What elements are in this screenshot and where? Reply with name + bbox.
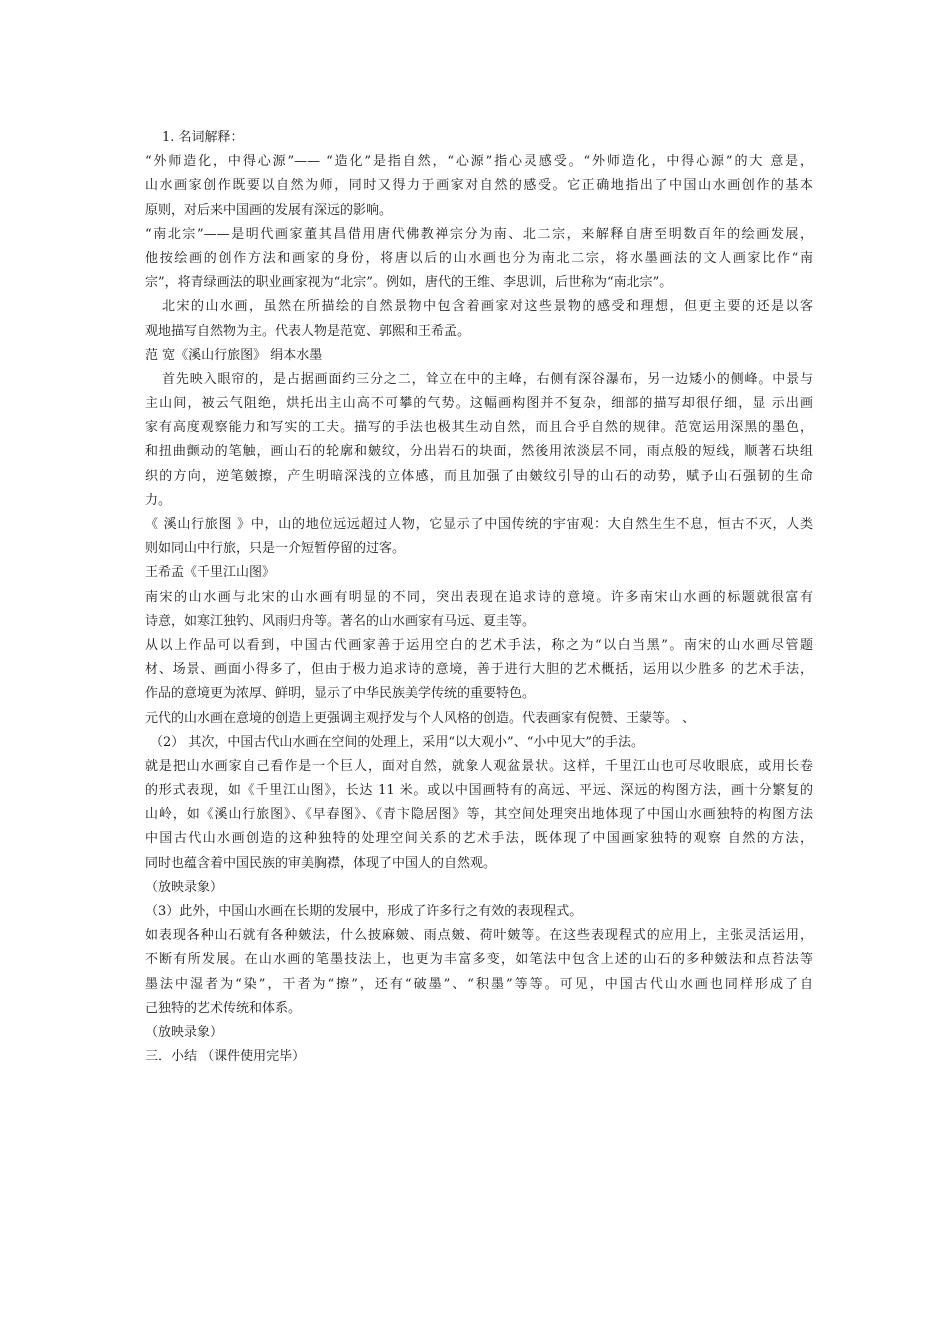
artwork-title: 王希孟《千里江山图》 [145,565,276,581]
paragraph-line: 山水画家创作既要以自然为师，同时又得力于画家对自然的感受。它正确地指出了中国山水画创作的基本 [145,178,813,194]
document-body [145,126,813,1069]
paragraph-line: 和扭曲颤动的笔触，画山石的轮廓和皴纹，分出岩石的块面，然後用浓淡层不同，雨点般的短线，顺著石块组 [145,444,813,460]
summary-heading: 三．小结 （课件使用完毕） [145,1049,306,1065]
paragraph-line: 如表现各种山石就有各种皴法，什么披麻皴、雨点皴、荷叶皴等。在这些表现程式的应用上，主张灵活运用， [145,928,813,944]
paragraph-line: 《 溪山行旅图 》中，山的地位远远超过人物，它显示了中国传统的宇宙观：大自然生生不息，恒古不灭，人类 [145,517,813,532]
paragraph-line: 主山间，被云气阻绝，烘托出主山高不可攀的气势。这幅画构图并不复杂，细部的描写却很仔细，显 示出画 [145,396,813,412]
paragraph-line: 元代的山水画在意境的创造上更强调主观抒发与个人风格的创造。代表画家有倪赞、王蒙等。 、 [145,710,696,726]
paragraph-line: 他按绘画的创作方法和画家的身份，将唐以后的山水画也分为南北二宗，将水墨画法的文人画家比作“南 [145,250,813,266]
paragraph-line: 北宋的山水画，虽然在所描绘的自然景物中包含着画家对这些景物的感受和理想，但更主要的还是以客 [162,299,813,315]
paragraph-line: 己独特的艺术传统和体系。 [145,1000,302,1016]
paragraph-line: 诗意，如寒江独钓、风雨归舟等。著名的山水画家有马远、夏圭等。 [145,613,536,629]
paragraph-line: 南宋的山水画与北宋的山水画有明显的不同，突出表现在追求诗的意境。许多南宋山水画的标题就很富有 [145,589,813,605]
paragraph-line: 同时也蕴含着中国民族的审美胸襟，体现了中国人的自然观。 [145,855,497,871]
paragraph-line: 就是把山水画家自己看作是一个巨人，面对自然，就象人观盆景状。这样，千里江山也可尽收眼底，或用长卷 [145,758,813,774]
paragraph-line: 首先映入眼帘的，是占据画面约三分之二，耸立在中的主峰，右侧有深谷瀑布，另一边矮小的侧峰。中景与 [162,371,813,387]
paragraph-line: 材、场景、画面小得多了，但由于极力追求诗的意境，善于进行大胆的艺术概括，运用以少胜多 的艺术手法， [145,662,813,678]
paragraph-line: 则如同山中行旅，只是一介短暂停留的过客。 [145,541,406,557]
paragraph-line: 山岭，如《溪山行旅图》、《早春图》、《青卞隐居图》等，其空间处理突出地体现了中国山水画独特的构图方法 [145,807,813,823]
paragraph-line: 观地描写自然物为主。代表人物是范宽、郭熙和王希孟。 [145,323,471,339]
artwork-title: 范 宽《溪山行旅图》 绢本水墨 [145,347,323,363]
paragraph-line: 宗”，将青绿画法的职业画家视为“北宗”。例如，唐代的王维、李思训，后世称为“南北宗”。 [145,275,673,291]
paragraph-line: 不断有所发展。在山水画的笔墨技法上，也更为丰富多变，如笔法中包含上述的山石的多种皴法和点苔法等 [145,952,813,968]
numbered-point: （3）此外，中国山水画在长期的发展中，形成了许多行之有效的表现程式。 [145,904,583,919]
paragraph-line: 中国古代山水画创造的这种独特的处理空间关系的艺术手法，既体现了中国画家独特的观察 自然的方法， [145,831,813,847]
media-note: （放映录象） [145,1024,224,1040]
paragraph-line: 织的方向，逆笔皴擦，产生明暗深浅的立体感，而且加强了由皴纹引导的山石的动势，赋予山石强韧的生命 [145,468,813,484]
section-heading: 1. 名词解释： [162,130,244,145]
numbered-point: （2） 其次，中国古代山水画在空间的处理上，采用“以大观小”、“小中见大”的手法。 [150,734,644,750]
media-note: （放映录象） [145,879,224,895]
paragraph-line: 从以上作品可以看到，中国古代画家善于运用空白的艺术手法，称之为“以白当黑”。南宋的山水画尽管题 [145,637,813,653]
paragraph-line: 墨法中湿者为“染”，干者为“擦”，还有“破墨”、“积墨”等等。可见，中国古代山水画也同样形成了自 [145,976,813,992]
paragraph-line: “南北宗”——是明代画家董其昌借用唐代佛教禅宗分为南、北二宗，来解释自唐至明数百年的绘画发展， [145,226,813,242]
paragraph-line: “外师造化，中得心源”—— “造化”是指自然，“心源”指心灵感受。“外师造化，中得心源”的大 意是， [145,154,813,170]
paragraph-line: 家有高度观察能力和写实的工夫。描写的手法也极其生动自然，而且合乎自然的规律。范宽运用深黑的墨色， [145,420,813,436]
paragraph-line: 原则，对后来中国画的发展有深远的影响。 [145,202,393,218]
paragraph-line: 力。 [145,492,172,508]
paragraph-line: 的形式表现，如《千里江山图》，长达 11 米。或以中国画特有的高远、平远、深远的构图方法，画十分繁复的 [145,783,813,799]
paragraph-line: 作品的意境更为浓厚、鲜明，显示了中华民族美学传统的重要特色。 [145,686,536,702]
